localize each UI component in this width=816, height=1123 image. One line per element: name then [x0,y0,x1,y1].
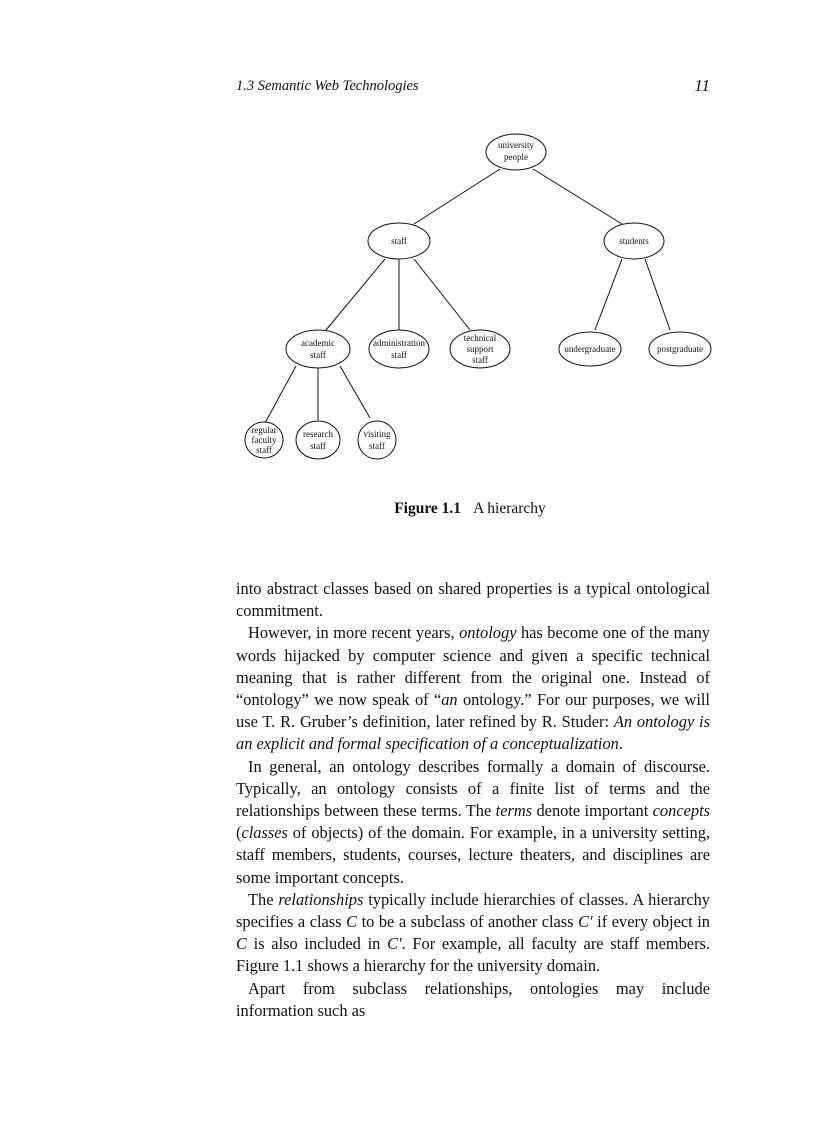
node-students [604,223,664,259]
svg-text:faculty: faculty [251,435,277,445]
hierarchy-figure [0,0,816,500]
figure-caption [0,500,816,518]
node-research-staff [296,421,340,459]
svg-text:staff: staff [310,350,326,360]
svg-text:staff: staff [369,441,385,451]
svg-text:regular: regular [251,425,277,435]
body-text [236,578,710,1022]
paragraph-4: The relationships typically include hierarchies of classes. A hierarchy specifies a class C to be a subclass of another class C′ if every object in C is also included in C′. For example, all faculty are staff members. Figure 1.1 shows a hierarchy for the university domain. [236,889,711,976]
paragraph-1: into abstract classes based on shared properties is a typical ontological commitment. [236,579,710,621]
svg-text:visiting: visiting [363,429,391,439]
svg-text:staff: staff [391,236,407,246]
node-visiting-staff [358,421,396,459]
svg-text:staff: staff [310,441,326,451]
section-title: 1.3 Semantic Web Technologies [236,78,419,94]
hierarchy-edges [265,169,670,423]
svg-text:technical: technical [463,333,497,343]
svg-text:staff: staff [391,350,407,360]
page-number: 11 [694,76,710,95]
figure-caption-text: A hierarchy [473,500,546,517]
figure-label: Figure 1.1 [394,500,462,517]
node-university-people [486,134,546,170]
paragraph-3: In general, an ontology describes formally a domain of discourse. Typically, an ontology consists of a finite list of terms and the relationships between these terms. The terms denote important concepts (classes of objects) of the domain. For example, in a university setting, staff members, students, courses, lecture theaters, and disciplines are some important concepts. [236,756,710,887]
svg-text:administration: administration [373,338,425,348]
svg-text:university: university [498,140,534,150]
svg-text:support: support [466,344,494,354]
node-technical-support-staff [450,330,510,368]
svg-text:undergraduate: undergraduate [564,344,616,354]
node-administration-staff [369,330,429,368]
svg-text:academic: academic [301,338,335,348]
node-postgraduate [649,332,711,366]
paragraph-2: However, in more recent years, ontology has become one of the many words hijacked by computer science and given a specific technical meaning that is rather different from the original one. Instead of “ontology” we now speak of “an ontology.” For our purposes, we will use T. R. Gruber’s definition, later refined by R. Studer: An ontology is an explicit and formal specification of a conceptualization. [236,623,710,754]
svg-text:staff: staff [472,355,488,365]
svg-text:people: people [504,152,528,162]
node-staff [368,223,430,259]
node-regular-faculty-staff [245,422,283,458]
paragraph-5: Apart from subclass relationships, ontologies may include information such as [236,978,710,1020]
svg-text:research: research [303,429,333,439]
svg-text:students: students [619,236,649,246]
svg-text:postgraduate: postgraduate [657,344,703,354]
node-academic-staff [286,330,350,368]
svg-text:staff: staff [256,445,272,455]
node-undergraduate [559,332,621,366]
